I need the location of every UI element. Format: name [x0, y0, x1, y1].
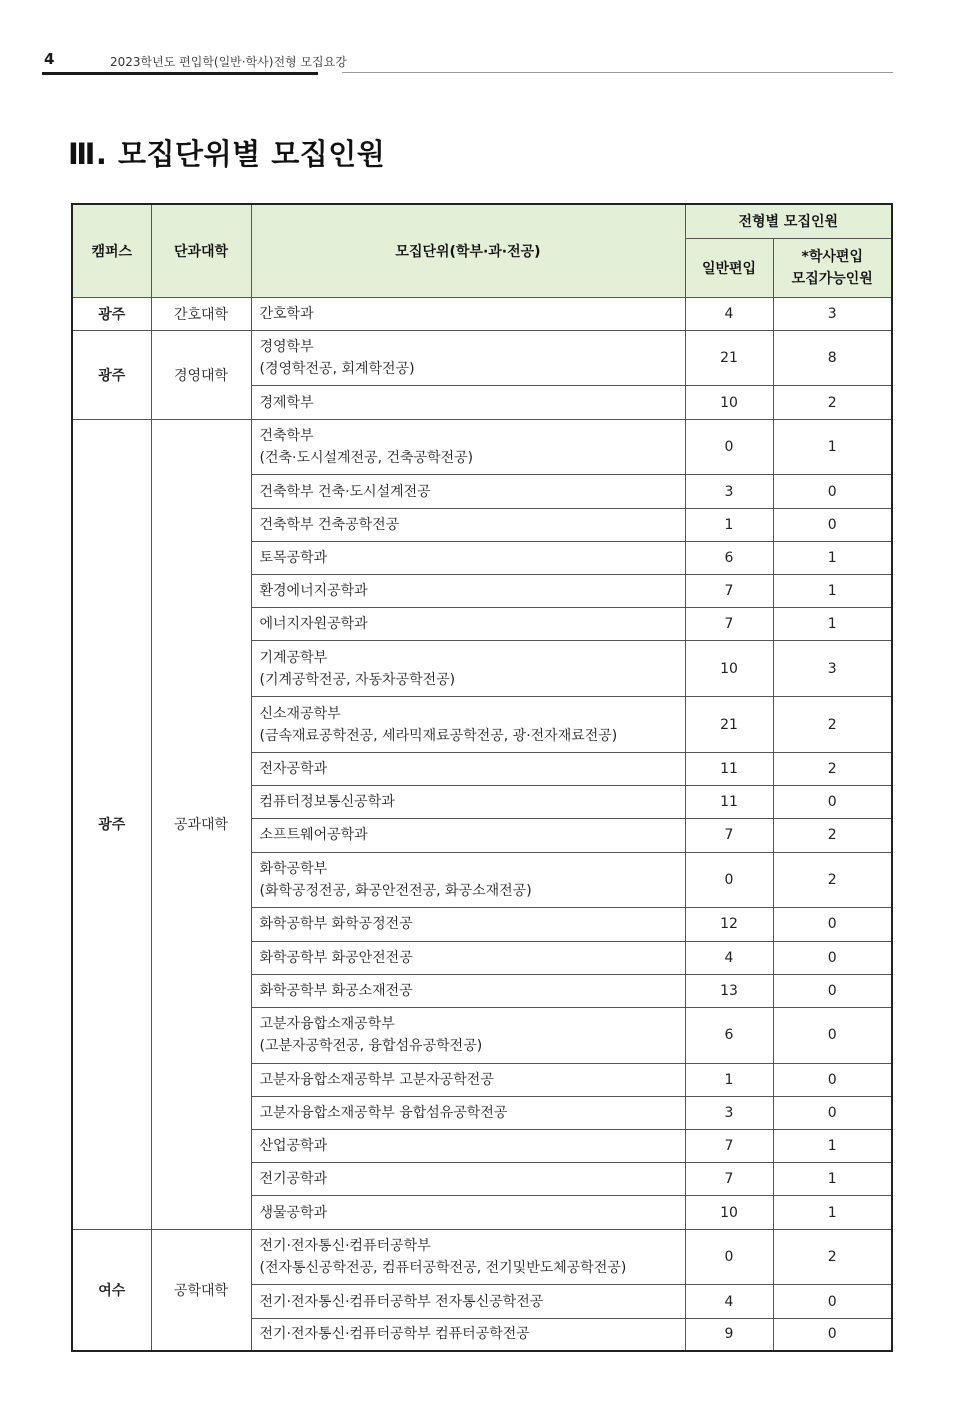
page-number: 4 [44, 50, 55, 68]
bachelor-quota-cell: 0 [773, 908, 892, 941]
bachelor-quota-cell: 0 [773, 1318, 892, 1351]
unit-majors: (전자통신공학전공, 컴퓨터공학전공, 전기및반도체공학전공) [259, 1260, 627, 1277]
bachelor-quota-cell: 0 [773, 974, 892, 1007]
unit-majors: (고분자공학전공, 융합섬유공학전공) [259, 1038, 483, 1055]
bachelor-quota-cell: 0 [773, 1096, 892, 1129]
general-quota-cell: 12 [685, 908, 773, 941]
unit-cell [251, 330, 685, 386]
header-campus: 캠퍼스 [72, 204, 151, 297]
unit-name: 전기·전자통신·컴퓨터공학부 컴퓨터공학전공 [259, 1326, 530, 1343]
bachelor-quota-cell: 1 [773, 1196, 892, 1229]
document-title: 2023학년도 편입학(일반·학사)전형 모집요강 [110, 55, 347, 69]
unit-name: 고분자융합소재공학부 [259, 1016, 395, 1033]
unit-cell [251, 1318, 685, 1351]
general-quota-cell: 10 [685, 1196, 773, 1229]
unit-majors: (금속재료공학전공, 세라믹재료공학전공, 광·전자재료전공) [259, 727, 618, 744]
header-bachelor-line1: *학사편입 [801, 248, 863, 265]
general-quota-cell: 7 [685, 1130, 773, 1163]
general-quota-cell: 10 [685, 386, 773, 419]
general-quota-cell: 10 [685, 641, 773, 697]
bachelor-quota-cell: 0 [773, 786, 892, 819]
bachelor-quota-cell: 2 [773, 697, 892, 753]
general-quota-cell: 9 [685, 1318, 773, 1351]
campus-cell: 광주 [72, 330, 151, 419]
unit-name: 에너지자원공학과 [259, 616, 368, 633]
unit-name: 전기공학과 [259, 1171, 328, 1188]
unit-cell [251, 1096, 685, 1129]
unit-name: 건축학부 건축·도시설계전공 [259, 483, 431, 500]
table-row [72, 419, 892, 475]
unit-name: 전기·전자통신·컴퓨터공학부 [259, 1238, 431, 1255]
bachelor-quota-cell: 3 [773, 641, 892, 697]
header-unit: 모집단위(학부·과·전공) [251, 204, 685, 297]
general-quota-cell: 0 [685, 1229, 773, 1285]
campus-cell: 광주 [72, 419, 151, 1229]
campus-cell: 여수 [72, 1229, 151, 1351]
unit-name: 화학공학부 [259, 860, 328, 877]
unit-cell [251, 297, 685, 330]
header-bachelor-line2: 모집가능인원 [791, 270, 873, 287]
college-cell: 경영대학 [151, 330, 251, 419]
general-quota-cell: 3 [685, 1096, 773, 1129]
table-body [72, 297, 892, 1351]
unit-cell [251, 974, 685, 1007]
general-quota-cell: 7 [685, 575, 773, 608]
unit-cell [251, 1130, 685, 1163]
header-bachelor [773, 238, 892, 297]
header-general: 일반편입 [685, 238, 773, 297]
unit-name: 고분자융합소재공학부 고분자공학전공 [259, 1071, 494, 1088]
general-quota-cell: 4 [685, 297, 773, 330]
general-quota-cell: 4 [685, 1285, 773, 1318]
unit-cell [251, 1063, 685, 1096]
unit-name: 화학공학부 화공소재전공 [259, 982, 413, 999]
unit-majors: (건축·도시설계전공, 건축공학전공) [259, 450, 474, 467]
bachelor-quota-cell: 0 [773, 475, 892, 508]
unit-cell [251, 1196, 685, 1229]
bachelor-quota-cell: 0 [773, 1285, 892, 1318]
table-row [72, 1229, 892, 1285]
campus-cell: 광주 [72, 297, 151, 330]
college-cell: 간호대학 [151, 297, 251, 330]
general-quota-cell: 7 [685, 1163, 773, 1196]
general-quota-cell: 11 [685, 753, 773, 786]
unit-name: 건축학부 [259, 428, 314, 445]
unit-name: 컴퓨터정보통신공학과 [259, 794, 395, 811]
unit-cell [251, 908, 685, 941]
bachelor-quota-cell: 1 [773, 1163, 892, 1196]
unit-cell [251, 386, 685, 419]
unit-majors: (경영학전공, 회계학전공) [259, 361, 415, 378]
general-quota-cell: 6 [685, 541, 773, 574]
bachelor-quota-cell: 2 [773, 819, 892, 852]
unit-name: 생물공학과 [259, 1204, 328, 1221]
general-quota-cell: 0 [685, 852, 773, 908]
unit-cell [251, 1285, 685, 1318]
unit-name: 화학공학부 화학공정전공 [259, 916, 413, 933]
section-title: Ⅲ. 모집단위별 모집인원 [68, 137, 386, 171]
unit-cell [251, 641, 685, 697]
general-quota-cell: 3 [685, 475, 773, 508]
unit-cell [251, 819, 685, 852]
unit-cell [251, 419, 685, 475]
bachelor-quota-cell: 1 [773, 541, 892, 574]
unit-cell [251, 608, 685, 641]
unit-cell [251, 697, 685, 753]
bachelor-quota-cell: 1 [773, 419, 892, 475]
bachelor-quota-cell: 3 [773, 297, 892, 330]
bachelor-quota-cell: 2 [773, 753, 892, 786]
table-row [72, 297, 892, 330]
unit-name: 간호학과 [259, 305, 314, 322]
bachelor-quota-cell: 1 [773, 575, 892, 608]
unit-name: 건축학부 건축공학전공 [259, 516, 400, 533]
header-rule-bold [42, 72, 318, 75]
general-quota-cell: 13 [685, 974, 773, 1007]
bachelor-quota-cell: 1 [773, 608, 892, 641]
unit-name: 소프트웨어공학과 [259, 827, 368, 844]
bachelor-quota-cell: 1 [773, 1130, 892, 1163]
unit-majors: (화학공정전공, 화공안전전공, 화공소재전공) [259, 882, 532, 899]
general-quota-cell: 7 [685, 608, 773, 641]
unit-cell [251, 1007, 685, 1063]
unit-cell [251, 475, 685, 508]
unit-name: 전자공학과 [259, 761, 328, 778]
unit-cell [251, 852, 685, 908]
unit-name: 경영학부 [259, 339, 314, 356]
unit-cell [251, 1229, 685, 1285]
unit-name: 신소재공학부 [259, 705, 341, 722]
unit-cell [251, 753, 685, 786]
unit-cell [251, 575, 685, 608]
unit-name: 기계공학부 [259, 649, 328, 666]
unit-cell [251, 941, 685, 974]
bachelor-quota-cell: 0 [773, 1063, 892, 1096]
unit-name: 화학공학부 화공안전전공 [259, 949, 413, 966]
bachelor-quota-cell: 0 [773, 1007, 892, 1063]
general-quota-cell: 1 [685, 508, 773, 541]
unit-name: 토목공학과 [259, 549, 328, 566]
general-quota-cell: 6 [685, 1007, 773, 1063]
college-cell: 공학대학 [151, 1229, 251, 1351]
table-row [72, 330, 892, 386]
unit-name: 환경에너지공학과 [259, 583, 368, 600]
general-quota-cell: 11 [685, 786, 773, 819]
general-quota-cell: 1 [685, 1063, 773, 1096]
unit-name: 전기·전자통신·컴퓨터공학부 전자통신공학전공 [259, 1293, 544, 1310]
bachelor-quota-cell: 2 [773, 386, 892, 419]
general-quota-cell: 4 [685, 941, 773, 974]
general-quota-cell: 0 [685, 419, 773, 475]
unit-cell [251, 541, 685, 574]
general-quota-cell: 21 [685, 697, 773, 753]
header-college: 단과대학 [151, 204, 251, 297]
unit-name: 산업공학과 [259, 1138, 328, 1155]
bachelor-quota-cell: 0 [773, 941, 892, 974]
unit-name: 고분자융합소재공학부 융합섬유공학전공 [259, 1105, 508, 1121]
college-cell: 공과대학 [151, 419, 251, 1229]
bachelor-quota-cell: 0 [773, 508, 892, 541]
header-rule [342, 72, 893, 73]
bachelor-quota-cell: 2 [773, 1229, 892, 1285]
unit-cell [251, 508, 685, 541]
bachelor-quota-cell: 8 [773, 330, 892, 386]
general-quota-cell: 21 [685, 330, 773, 386]
general-quota-cell: 7 [685, 819, 773, 852]
bachelor-quota-cell: 2 [773, 852, 892, 908]
header-quota-group: 전형별 모집인원 [685, 204, 892, 238]
unit-name: 경제학부 [259, 394, 314, 411]
unit-cell [251, 1163, 685, 1196]
unit-majors: (기계공학전공, 자동차공학전공) [259, 671, 456, 688]
unit-cell [251, 786, 685, 819]
recruitment-table [71, 203, 893, 1352]
